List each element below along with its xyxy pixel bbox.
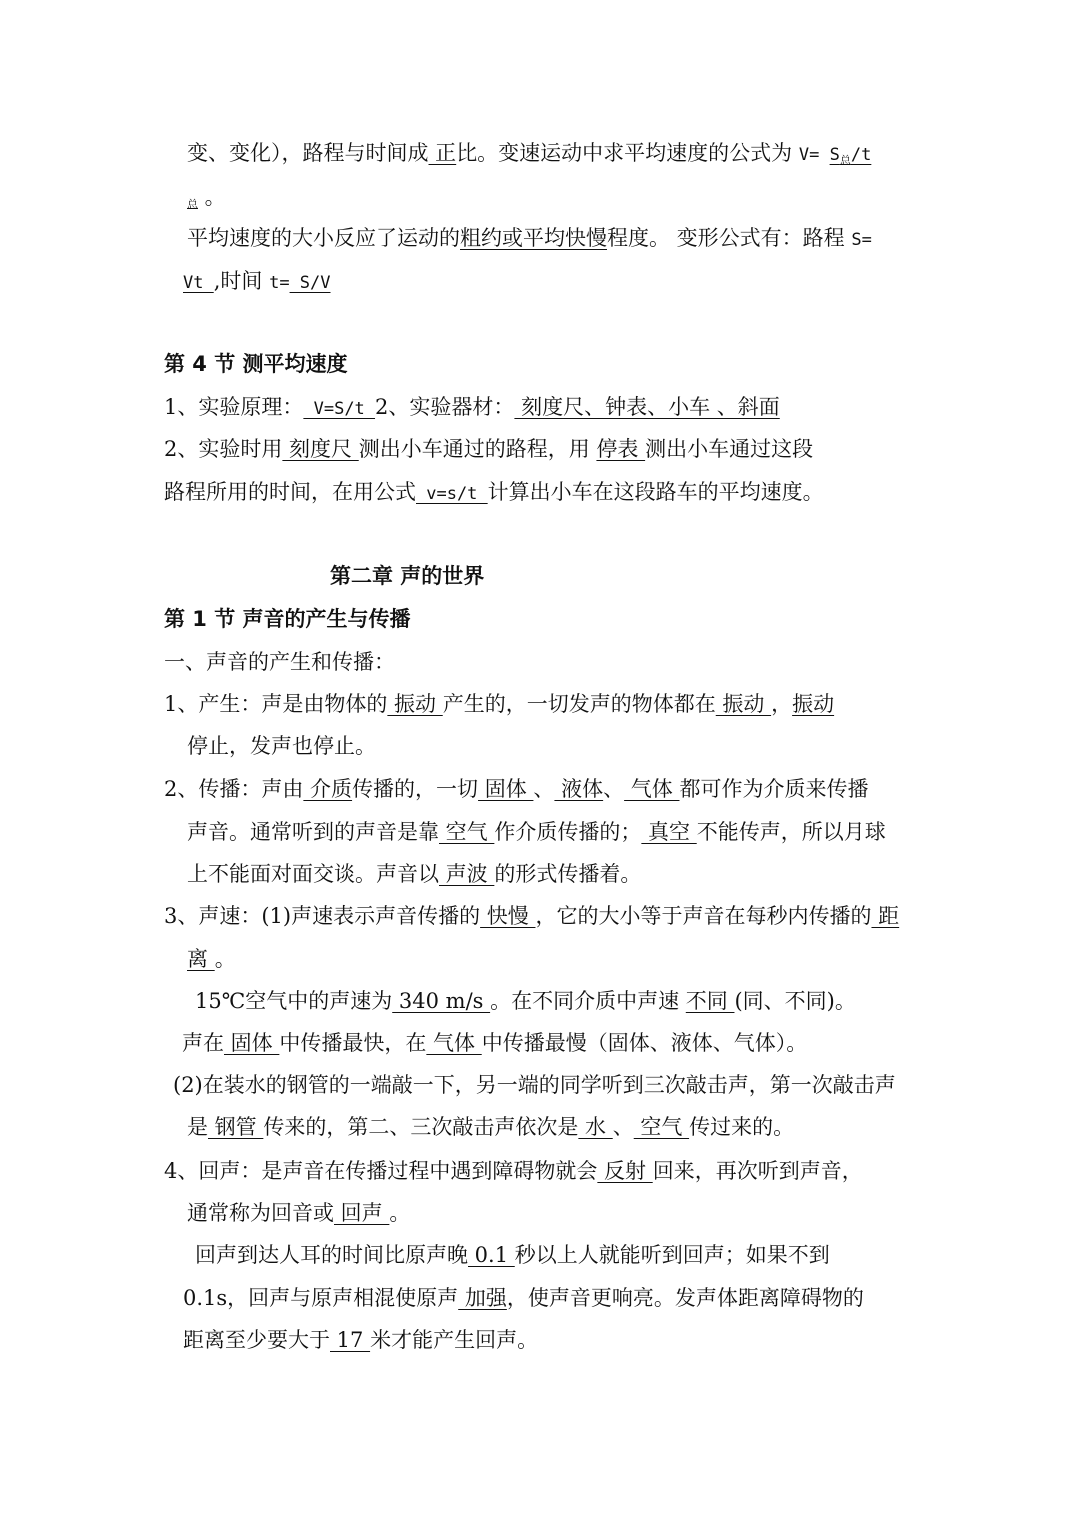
underlined-answer: 振动 [792,692,835,716]
text-run: 2、实验器材： [375,395,515,419]
text-line [164,774,1080,804]
underlined-answer: 离 [187,947,215,971]
text-run: 变、变化），路程与时间成 [187,141,429,165]
text-line [187,859,1080,889]
underlined-answer: 加强 [458,1286,507,1310]
text-run: (同、不同)。 [734,989,856,1013]
formula: t= [269,273,290,293]
underlined-answer: 回声 [334,1201,390,1225]
text-line [164,477,1080,509]
text-line [183,266,1080,298]
text-run: 米才能产生回声。 [370,1328,539,1352]
text-line: 停止，发声也停止。 [187,734,376,758]
text-run: 15℃空气中的声速为 [195,989,393,1013]
text-run: 都可作为介质来传播 [679,777,869,801]
underlined-answer: 刻度尺、钟表、小车 、斜面 [514,395,780,419]
underlined-answer: v=s/t [416,484,488,504]
underlined-answer: Vt [183,273,214,293]
text-run: 传播的，一切 [352,777,479,801]
text-run: 平均速度的大小反应了运动的 [187,226,460,250]
text-line [164,689,1080,719]
text-line: 一、声音的产生和传播： [164,650,395,674]
underlined-answer: 固体 [224,1031,280,1055]
underlined-answer: 不同 [685,989,735,1013]
underlined-answer [830,145,872,165]
text-run: 测出小车通过的路程，用 [358,437,597,461]
text-run: 。 [389,1201,411,1225]
text-run: 计算出小车在这段路车的平均速度。 [487,480,824,504]
underlined-answer: 声波 [439,862,495,886]
text-run: 程度。 变形公式有：路程 [607,226,852,250]
text-run: 、 [533,777,555,801]
text-run: 回声到达人耳的时间比原声晚 [195,1243,468,1267]
underlined-answer: 空气 [439,820,495,844]
underlined-answer: 固体 [478,777,534,801]
text-run: 3、声速：(1)声速表示声音传播的 [164,904,481,928]
text-line [195,1240,1080,1270]
text-line [164,434,1080,464]
text-run: 距离至少要大于 [183,1328,330,1352]
text-run: 比。变速运动中求平均速度的公式为 [456,141,799,165]
underlined-answer: 粗约或平均快慢 [460,226,607,250]
text-line [182,1028,1080,1058]
formula: S= [851,230,872,250]
text-run: 0.1s，回声与原声相混使原声 [183,1286,459,1310]
text-line [187,182,1080,220]
underlined-answer: 快慢 [480,904,536,928]
text-line [164,1156,1080,1186]
underlined-answer: 17 [330,1328,371,1352]
underlined-answer: 水 [578,1115,613,1139]
text-run: ，使声音更响亮。发声体距离障碍物的 [506,1286,864,1310]
text-run: 作介质传播的； [494,820,642,844]
text-run: 通常称为回音或 [187,1201,334,1225]
text-run: 4、回声：是声音在传播过程中遇到障碍物就会 [164,1159,598,1183]
text-run: 是 [187,1115,208,1139]
underlined-answer: 真空 [641,820,697,844]
underlined-answer: 停表 [596,437,646,461]
underlined-answer: 空气 [633,1115,690,1139]
text-run: 传过来的。 [689,1115,795,1139]
underlined-answer: 距 [871,904,900,928]
text-line [164,901,1080,931]
formula: V= [798,145,830,165]
text-line [187,223,1080,255]
text-run: 回来，再次听到声音， [652,1159,863,1183]
text-line [183,1283,1080,1313]
text-run: 2、传播：声由 [164,777,304,801]
section-title: 第 1 节 声音的产生与传播 [164,607,411,631]
underlined-answer: 刻度尺 [282,437,359,461]
subscript: 总 [187,198,198,211]
text-line [187,138,1080,176]
text-run: 。 [214,947,236,971]
text-run: 产生的，一切发声的物体都在 [442,692,716,716]
text-run: 。 [198,185,226,209]
text-run: 不能传声，所以月球 [696,820,886,844]
text-run: ,时间 [213,269,270,293]
text-run: ，它的大小等于声音在每秒内传播的 [535,904,872,928]
underlined-answer: 液体 [554,777,604,801]
subscript: 总 [839,154,851,167]
text-line [164,392,1080,424]
underlined-answer: 反射 [597,1159,653,1183]
underlined-answer: 振动 [387,692,443,716]
underlined-answer: 340 m/s [392,989,491,1013]
underlined-answer: 钢管 [208,1115,264,1139]
section-title: 第 4 节 测平均速度 [164,352,348,376]
text-run: 、 [612,1115,634,1139]
underlined-answer: 气体 [624,777,680,801]
underlined-answer: S/V [289,273,331,293]
text-run: 上不能面对面交谈。声音以 [187,862,439,886]
text-run: 中传播最快，在 [279,1031,427,1055]
text-line [195,986,1080,1016]
text-run: 路程所用的时间，在用公式 [164,480,416,504]
underlined-answer: 气体 [426,1031,482,1055]
text-line [183,1325,1080,1355]
text-run: 秒以上人就能听到回声；如果不到 [514,1243,830,1267]
text-run: 。在不同介质中声速 [490,989,686,1013]
text-run: 中传播最慢（固体、液体、气体）。 [481,1031,808,1055]
text-run: 1、实验原理： [164,395,304,419]
underlined-answer: 介质 [303,777,353,801]
text-run: 2、实验时用 [164,437,283,461]
chapter-title: 第二章 声的世界 [330,564,485,588]
underlined-answer: 振动 [715,692,772,716]
text-run: 测出小车通过这段 [645,437,814,461]
text-run: 声在 [182,1031,224,1055]
underlined-answer: 正 [428,141,457,165]
underlined-answer: V=S/t [303,399,376,419]
formula: /t [850,145,872,165]
text-run: 、 [603,777,625,801]
text-run: 的形式传播着。 [494,862,642,886]
text-line [187,1112,1080,1142]
text-line [187,817,1080,847]
formula: S [829,145,840,165]
text-run: 传来的，第二、三次敲击声依次是 [263,1115,579,1139]
text-run: 1、产生：声是由物体的 [164,692,388,716]
underlined-answer: 0.1 [468,1243,515,1267]
text-line: (2)在装水的钢管的一端敲一下，另一端的同学听到三次敲击声，第一次敲击声 [173,1073,896,1097]
text-run: 声音。通常听到的声音是靠 [187,820,439,844]
text-line [187,944,1080,974]
text-run: ， [771,692,793,716]
text-line [187,1198,1080,1228]
